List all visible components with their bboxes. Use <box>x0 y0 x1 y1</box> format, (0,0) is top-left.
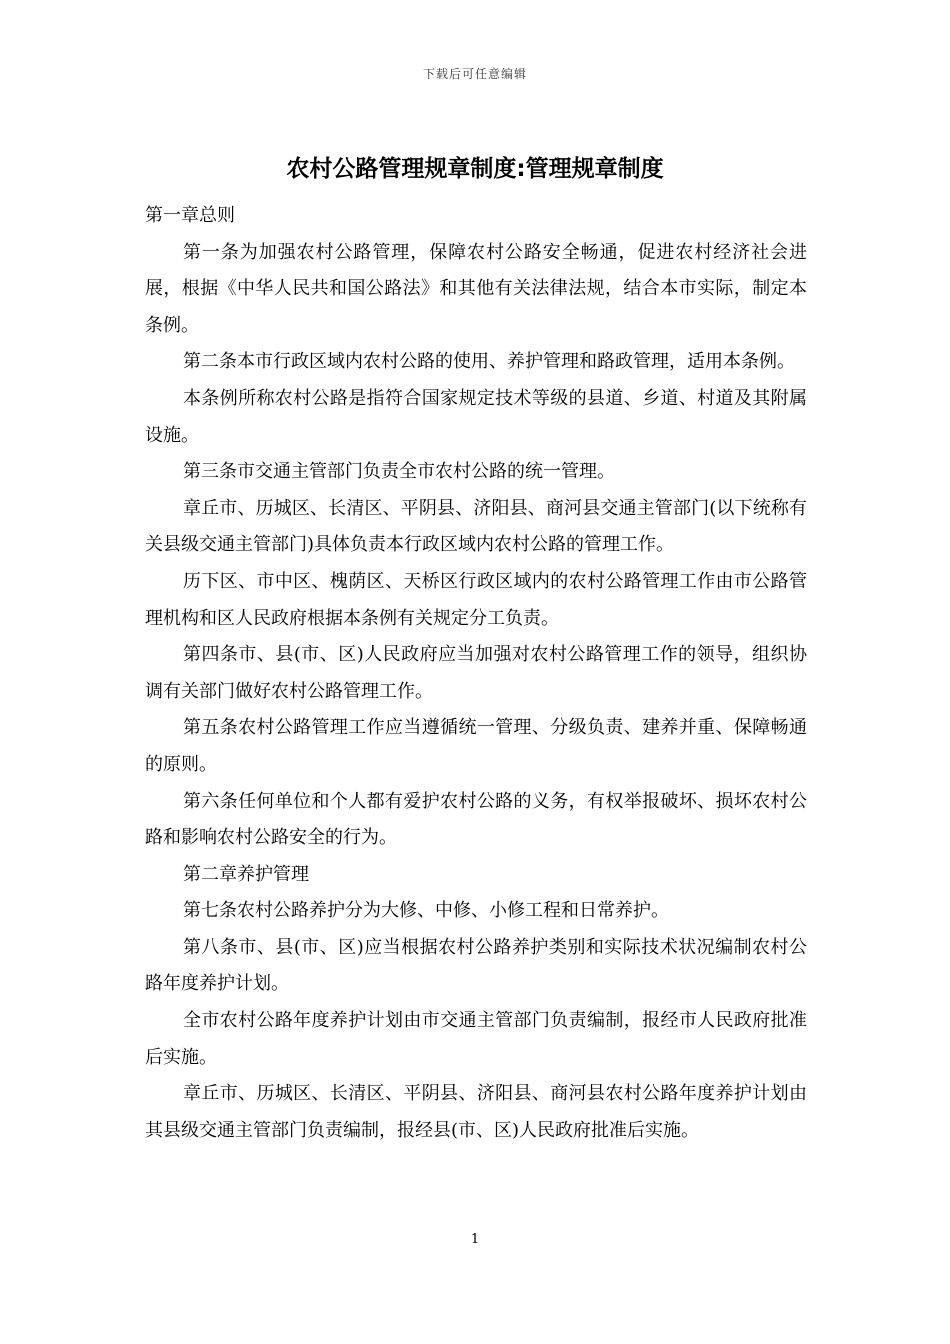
chapter-heading: 第二章养护管理 <box>183 863 309 885</box>
paragraph-city-plan: 全市农村公路年度养护计划由市交通主管部门负责编制，报经市人民政府批准后实施。 <box>145 1010 807 1068</box>
paragraph-article-8: 第八条市、县(市、区)应当根据农村公路养护类别和实际技术状况编制农村公路年度养护计划。 <box>145 936 807 995</box>
document-title: 农村公路管理规章制度:管理规章制度 <box>286 156 664 182</box>
page-number: 1 <box>470 1232 480 1247</box>
chapter-heading: 第一章总则 <box>145 205 235 226</box>
paragraph-article-4: 第四条市、县(市、区)人民政府应当加强对农村公路管理工作的领导，组织协调有关部门做好农村公路管理工作。 <box>145 644 807 702</box>
paragraph-article-2: 第二条本市行政区域内农村公路的使用、养护管理和路政管理，适用本条例。 <box>183 351 795 373</box>
paragraph-article-1: 第一条为加强农村公路管理，保障农村公路安全畅通，促进农村经济社会进展，根据《中华人民共和国公路法》和其他有关法律法规，结合本市实际，制定本条例。 <box>145 241 807 336</box>
paragraph-urban-districts: 历下区、市中区、槐荫区、天桥区行政区域内的农村公路管理工作由市公路管理机构和区人民政府根据本条例有关规定分工负责。 <box>145 570 807 629</box>
page-header: 下载后可任意编辑 <box>422 67 527 81</box>
paragraph-article-5: 第五条农村公路管理工作应当遵循统一管理、分级负责、建养并重、保障畅通的原则。 <box>145 717 807 775</box>
paragraph-definition: 本条例所称农村公路是指符合国家规定技术等级的县道、乡道、村道及其附属设施。 <box>145 387 807 446</box>
document-body <box>145 198 807 1149</box>
paragraph-article-3: 第三条市交通主管部门负责全市农村公路的统一管理。 <box>183 461 615 483</box>
paragraph-county-departments: 章丘市、历城区、长清区、平阴县、济阳县、商河县交通主管部门(以下统称有关县级交通主管部门)具体负责本行政区域内农村公路的管理工作。 <box>145 497 807 556</box>
paragraph-article-6: 第六条任何单位和个人都有爱护农村公路的义务，有权举报破坏、损坏农村公路和影响农村公路安全的行为。 <box>145 790 807 849</box>
paragraph-county-plan: 章丘市、历城区、长清区、平阴县、济阳县、商河县农村公路年度养护计划由其县级交通主管部门负责编制，报经县(市、区)人民政府批准后实施。 <box>145 1083 807 1141</box>
paragraph-article-7: 第七条农村公路养护分为大修、中修、小修工程和日常养护。 <box>183 900 669 922</box>
